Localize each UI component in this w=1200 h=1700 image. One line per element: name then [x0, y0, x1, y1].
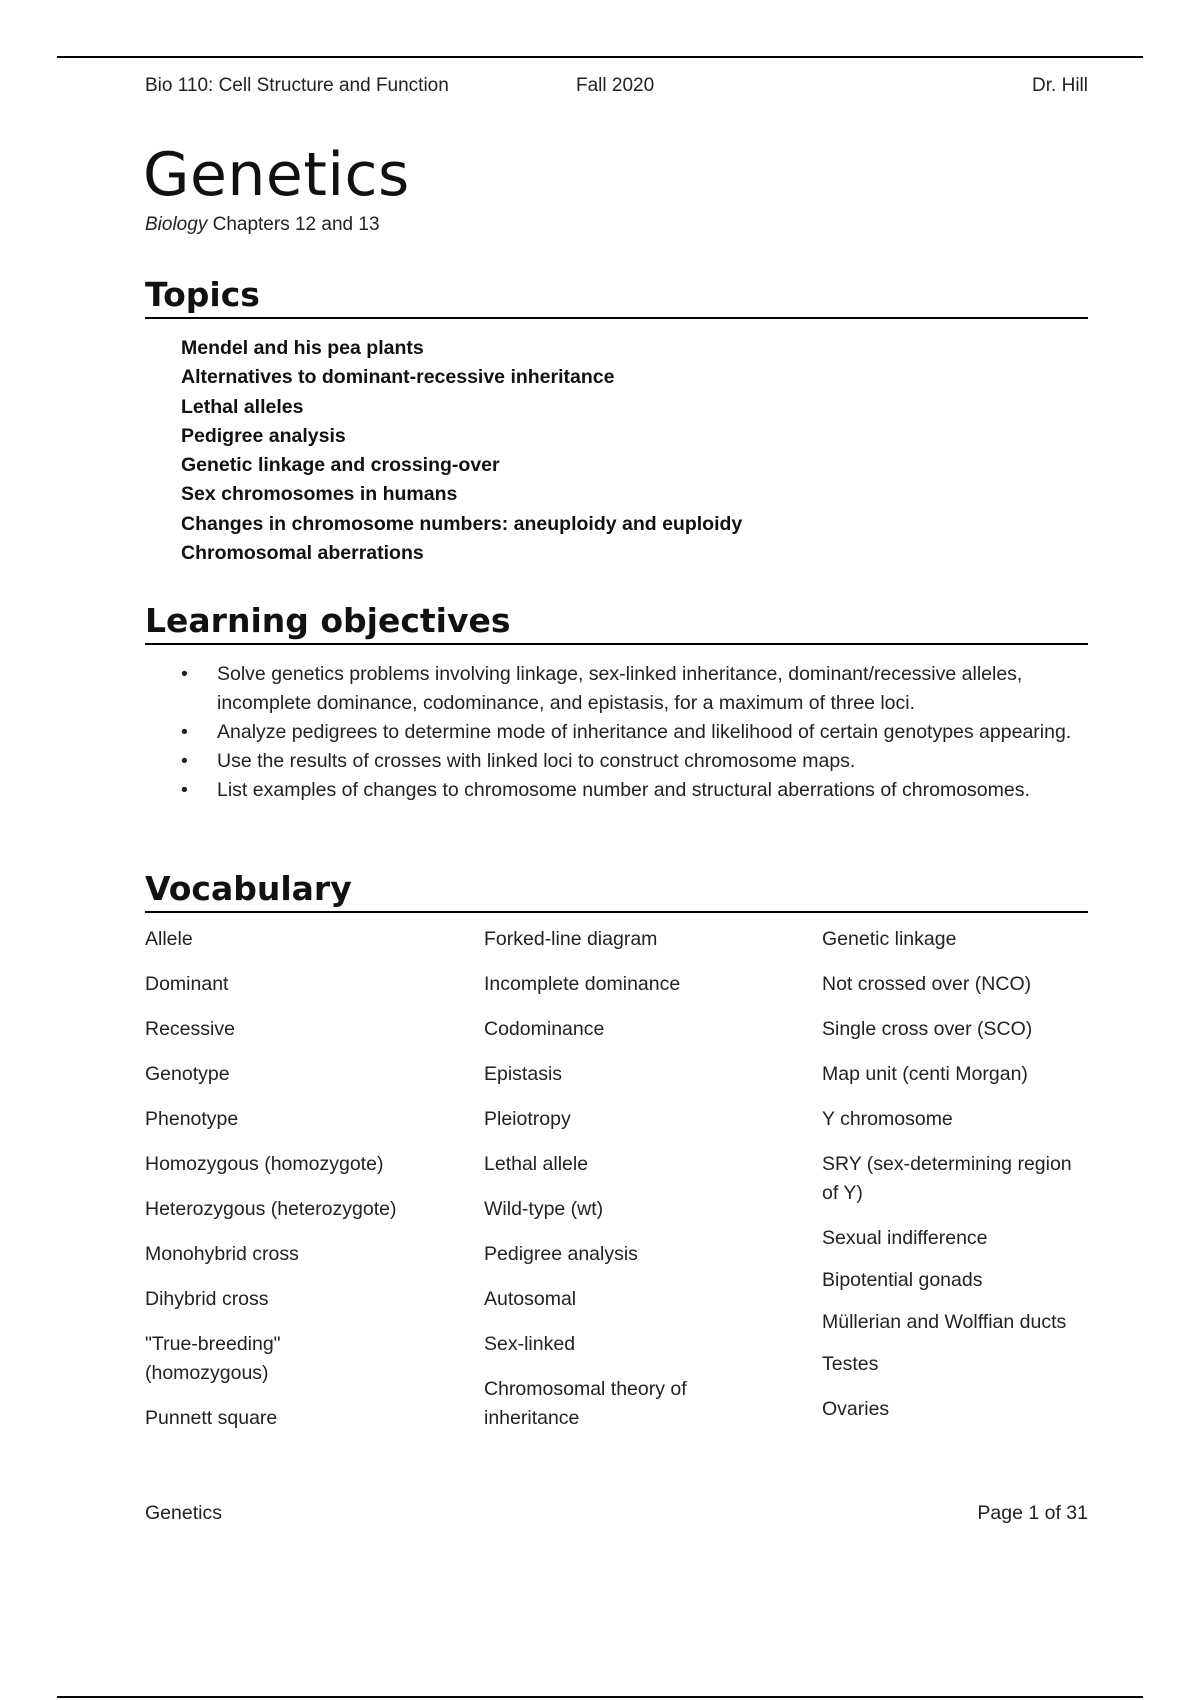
topic-item: Alternatives to dominant-recessive inheritance	[181, 366, 615, 389]
topic-item: Mendel and his pea plants	[181, 337, 424, 359]
vocab-term: Monohybrid cross	[145, 1243, 299, 1265]
footer-title: Genetics	[145, 1502, 222, 1524]
bullet-icon: •	[181, 750, 188, 772]
vocab-term: Heterozygous (heterozygote)	[145, 1198, 397, 1220]
objective-item	[181, 660, 1081, 718]
objective-item	[181, 776, 1081, 805]
document-title: Genetics	[143, 140, 410, 210]
objective-text: List examples of changes to chromosome number and structural aberrations of chromosomes.	[217, 779, 1030, 801]
objective-item	[181, 718, 1081, 747]
subtitle-book: Biology	[145, 214, 208, 235]
vocab-term: Müllerian and Wolffian ducts	[822, 1311, 1067, 1333]
topic-item: Lethal alleles	[181, 395, 304, 418]
vocab-term: Sex-linked	[484, 1333, 576, 1355]
vocab-term: SRY (sex-determining region of Y)	[822, 1153, 1072, 1204]
vocab-term: Phenotype	[145, 1108, 239, 1130]
vocabulary-column-1	[145, 925, 415, 1449]
vocabulary-column-2	[484, 925, 754, 1449]
vocab-term: Autosomal	[484, 1288, 577, 1310]
vocab-term: Punnett square	[145, 1407, 278, 1429]
vocab-term: Chromosomal theory of inheritance	[484, 1378, 687, 1429]
topic-item: Chromosomal aberrations	[181, 542, 424, 565]
vocab-term: Map unit (centi Morgan)	[822, 1063, 1028, 1085]
objective-text: Use the results of crosses with linked loci to construct chromosome maps.	[217, 750, 856, 772]
topic-item: Genetic linkage and crossing-over	[181, 454, 500, 477]
header-course: Bio 110: Cell Structure and Function	[145, 75, 449, 96]
vocabulary-heading: Vocabulary	[145, 869, 1088, 913]
vocab-term: Epistasis	[484, 1063, 563, 1085]
vocab-term: Genetic linkage	[822, 928, 957, 950]
page-number: Page 1 of 31	[977, 1502, 1088, 1524]
bullet-icon: •	[181, 663, 188, 685]
vocab-term: Single cross over (SCO)	[822, 1018, 1033, 1040]
topic-item: Sex chromosomes in humans	[181, 483, 458, 506]
vocab-term: Y chromosome	[822, 1108, 953, 1130]
vocab-term: Not crossed over (NCO)	[822, 973, 1032, 995]
vocab-term: Bipotential gonads	[822, 1269, 983, 1291]
vocab-term: Ovaries	[822, 1398, 890, 1420]
objectives-heading: Learning objectives	[145, 601, 1088, 645]
vocab-term: Homozygous (homozygote)	[145, 1153, 384, 1175]
vocab-term: Genotype	[145, 1063, 230, 1085]
bullet-icon: •	[181, 721, 188, 743]
bottom-rule	[57, 1696, 1143, 1698]
topic-item: Changes in chromosome numbers: aneuploidy and euploidy	[181, 512, 743, 535]
topics-heading: Topics	[145, 275, 1088, 319]
objectives-list	[181, 660, 1081, 805]
vocab-term: Sexual indifference	[822, 1227, 988, 1249]
topics-list	[181, 334, 742, 568]
objective-item	[181, 747, 1081, 776]
header-term: Fall 2020	[576, 75, 655, 96]
top-rule	[57, 56, 1143, 58]
subtitle-chapters: Chapters 12 and 13	[207, 214, 380, 235]
vocab-term: Incomplete dominance	[484, 973, 681, 995]
vocab-term: Dominant	[145, 973, 229, 995]
vocabulary-column-3	[822, 925, 1092, 1440]
header-instructor: Dr. Hill	[1032, 75, 1088, 96]
vocab-term: Dihybrid cross	[145, 1288, 269, 1310]
vocab-term: Recessive	[145, 1018, 235, 1040]
objective-text: Analyze pedigrees to determine mode of inheritance and likelihood of certain genotypes appearing.	[217, 721, 1072, 743]
vocab-term: Allele	[145, 928, 193, 950]
objective-text: Solve genetics problems involving linkage, sex-linked inheritance, dominant/recessive alleles, incomplete dominance, codominance, and epistasis, for a maximum of three loci.	[217, 663, 1023, 714]
vocab-term: Testes	[822, 1353, 879, 1375]
vocab-term: Codominance	[484, 1018, 605, 1040]
topic-item: Pedigree analysis	[181, 424, 346, 447]
vocab-term: Wild-type (wt)	[484, 1198, 604, 1220]
vocab-term: Forked-line diagram	[484, 928, 658, 950]
vocab-term: Lethal allele	[484, 1153, 589, 1175]
subtitle	[145, 214, 380, 236]
vocab-term: Pedigree analysis	[484, 1243, 638, 1265]
page-header	[145, 75, 1088, 99]
bullet-icon: •	[181, 779, 188, 801]
vocab-term: Pleiotropy	[484, 1108, 571, 1130]
vocab-term: "True-breeding" (homozygous)	[145, 1333, 281, 1384]
